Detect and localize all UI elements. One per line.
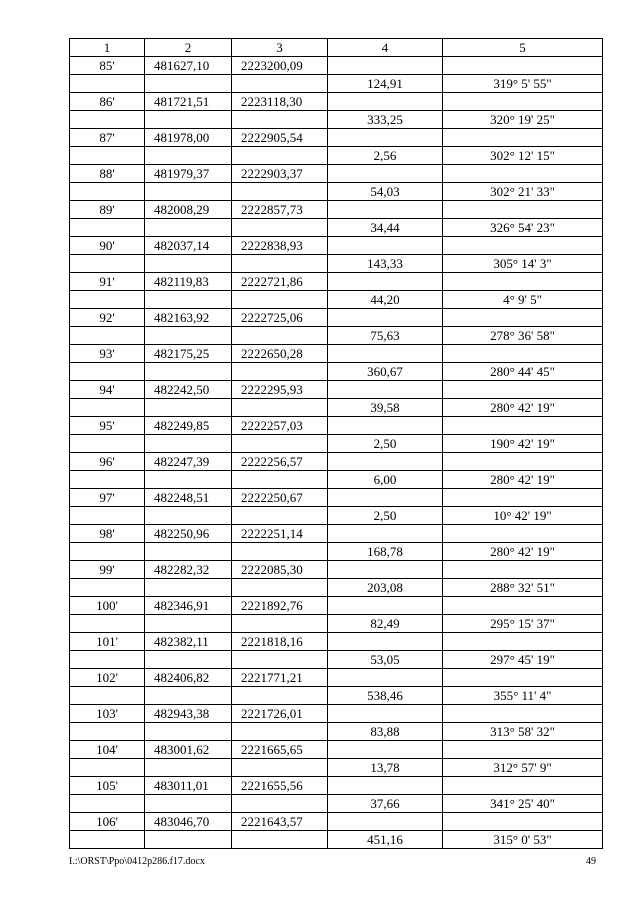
table-row bbox=[70, 723, 603, 741]
table-cell: 102' bbox=[70, 669, 145, 687]
table-cell bbox=[232, 327, 328, 345]
table-row bbox=[70, 561, 603, 579]
table-cell: 82,49 bbox=[328, 615, 443, 633]
table-cell bbox=[145, 291, 232, 309]
table-cell bbox=[232, 579, 328, 597]
table-cell bbox=[328, 309, 443, 327]
column-header-4: 4 bbox=[328, 39, 443, 57]
table-cell: 483001,62 bbox=[145, 741, 232, 759]
table-cell: 94' bbox=[70, 381, 145, 399]
table-cell: 2221643,57 bbox=[232, 813, 328, 831]
table-cell bbox=[70, 183, 145, 201]
table-cell: 481979,37 bbox=[145, 165, 232, 183]
table-cell: 482037,14 bbox=[145, 237, 232, 255]
table-cell: 538,46 bbox=[328, 687, 443, 705]
table-cell: 320° 19' 25" bbox=[443, 111, 603, 129]
table-cell: 280° 42' 19" bbox=[443, 471, 603, 489]
table-cell: 75,63 bbox=[328, 327, 443, 345]
table-cell: 2,50 bbox=[328, 507, 443, 525]
table-cell bbox=[443, 237, 603, 255]
table-row bbox=[70, 579, 603, 597]
table-cell: 319° 5' 55" bbox=[443, 75, 603, 93]
table-row bbox=[70, 651, 603, 669]
table-cell bbox=[232, 543, 328, 561]
table-cell: 302° 21' 33" bbox=[443, 183, 603, 201]
table-cell bbox=[70, 363, 145, 381]
table-cell bbox=[145, 471, 232, 489]
table-cell bbox=[70, 111, 145, 129]
table-cell: 312° 57' 9" bbox=[443, 759, 603, 777]
coordinates-table bbox=[69, 38, 603, 849]
table-cell bbox=[328, 201, 443, 219]
table-cell: 2222721,86 bbox=[232, 273, 328, 291]
table-cell bbox=[232, 471, 328, 489]
table-cell: 37,66 bbox=[328, 795, 443, 813]
table-cell bbox=[145, 759, 232, 777]
table-row bbox=[70, 183, 603, 201]
table-cell bbox=[232, 831, 328, 849]
table-cell: 482406,82 bbox=[145, 669, 232, 687]
table-cell bbox=[70, 471, 145, 489]
table-cell: 6,00 bbox=[328, 471, 443, 489]
table-cell bbox=[232, 399, 328, 417]
table-cell bbox=[443, 345, 603, 363]
table-cell: 2221771,21 bbox=[232, 669, 328, 687]
table-cell: 451,16 bbox=[328, 831, 443, 849]
table-cell: 482163,92 bbox=[145, 309, 232, 327]
table-cell: 89' bbox=[70, 201, 145, 219]
column-header-3: 3 bbox=[232, 39, 328, 57]
table-cell bbox=[328, 705, 443, 723]
table-row bbox=[70, 471, 603, 489]
table-cell bbox=[443, 57, 603, 75]
table-row bbox=[70, 93, 603, 111]
table-cell bbox=[70, 147, 145, 165]
table-cell: 481721,51 bbox=[145, 93, 232, 111]
table-cell bbox=[443, 633, 603, 651]
table-cell bbox=[145, 75, 232, 93]
table-row bbox=[70, 111, 603, 129]
table-cell bbox=[70, 255, 145, 273]
table-row bbox=[70, 255, 603, 273]
table-cell bbox=[70, 327, 145, 345]
table-row bbox=[70, 57, 603, 75]
table-row bbox=[70, 741, 603, 759]
table-row bbox=[70, 201, 603, 219]
table-cell: 54,03 bbox=[328, 183, 443, 201]
table-cell: 190° 42' 19" bbox=[443, 435, 603, 453]
table-row bbox=[70, 327, 603, 345]
table-cell: 2221726,01 bbox=[232, 705, 328, 723]
table-cell bbox=[328, 417, 443, 435]
table-row bbox=[70, 381, 603, 399]
table-cell bbox=[232, 147, 328, 165]
table-cell bbox=[328, 777, 443, 795]
column-header-2: 2 bbox=[145, 39, 232, 57]
table-cell: 482282,32 bbox=[145, 561, 232, 579]
table-cell: 482382,11 bbox=[145, 633, 232, 651]
table-cell: 2223200,09 bbox=[232, 57, 328, 75]
page-number: 49 bbox=[586, 856, 596, 867]
table-cell bbox=[70, 795, 145, 813]
table-cell bbox=[70, 543, 145, 561]
table-row bbox=[70, 219, 603, 237]
table-cell: 93' bbox=[70, 345, 145, 363]
table-cell: 2,50 bbox=[328, 435, 443, 453]
table-cell bbox=[328, 561, 443, 579]
table-cell: 2222250,67 bbox=[232, 489, 328, 507]
table-cell bbox=[328, 525, 443, 543]
table-cell: 13,78 bbox=[328, 759, 443, 777]
table-row bbox=[70, 345, 603, 363]
table-cell bbox=[145, 147, 232, 165]
table-cell: 2221665,65 bbox=[232, 741, 328, 759]
table-cell bbox=[145, 111, 232, 129]
table-cell: 106' bbox=[70, 813, 145, 831]
table-cell bbox=[443, 129, 603, 147]
table-cell bbox=[443, 381, 603, 399]
table-cell: 315° 0' 53" bbox=[443, 831, 603, 849]
table-cell: 143,33 bbox=[328, 255, 443, 273]
table-cell: 483011,01 bbox=[145, 777, 232, 795]
table-cell bbox=[70, 219, 145, 237]
table-cell: 280° 42' 19" bbox=[443, 399, 603, 417]
table-cell: 86' bbox=[70, 93, 145, 111]
table-row bbox=[70, 399, 603, 417]
table-row bbox=[70, 291, 603, 309]
table-cell bbox=[443, 489, 603, 507]
table-row bbox=[70, 363, 603, 381]
table-cell: 278° 36' 58" bbox=[443, 327, 603, 345]
table-cell bbox=[443, 813, 603, 831]
table-row bbox=[70, 687, 603, 705]
table-cell: 360,67 bbox=[328, 363, 443, 381]
table-row bbox=[70, 777, 603, 795]
table-cell bbox=[328, 381, 443, 399]
table-cell bbox=[443, 561, 603, 579]
table-cell: 2222295,93 bbox=[232, 381, 328, 399]
table-cell: 280° 44' 45" bbox=[443, 363, 603, 381]
table-cell bbox=[443, 777, 603, 795]
table-row bbox=[70, 759, 603, 777]
table-cell bbox=[70, 831, 145, 849]
table-cell: 2222085,30 bbox=[232, 561, 328, 579]
table-cell bbox=[443, 453, 603, 471]
column-header-5: 5 bbox=[443, 39, 603, 57]
table-row bbox=[70, 453, 603, 471]
table-cell bbox=[443, 705, 603, 723]
table-cell: 10° 42' 19" bbox=[443, 507, 603, 525]
table-cell bbox=[328, 57, 443, 75]
table-cell: 91' bbox=[70, 273, 145, 291]
table-cell: 4° 9' 5" bbox=[443, 291, 603, 309]
table-row bbox=[70, 75, 603, 93]
table-cell: 481978,00 bbox=[145, 129, 232, 147]
table-cell: 2222905,54 bbox=[232, 129, 328, 147]
table-cell: 34,44 bbox=[328, 219, 443, 237]
table-cell: 2222257,03 bbox=[232, 417, 328, 435]
table-cell: 326° 54' 23" bbox=[443, 219, 603, 237]
table-cell bbox=[443, 165, 603, 183]
table-cell: 99' bbox=[70, 561, 145, 579]
table-cell: 481627,10 bbox=[145, 57, 232, 75]
table-cell bbox=[145, 435, 232, 453]
table-cell: 305° 14' 3" bbox=[443, 255, 603, 273]
table-cell bbox=[328, 453, 443, 471]
table-cell: 482242,50 bbox=[145, 381, 232, 399]
table-cell bbox=[232, 255, 328, 273]
table-row bbox=[70, 165, 603, 183]
table-cell: 104' bbox=[70, 741, 145, 759]
table-cell: 341° 25' 40" bbox=[443, 795, 603, 813]
table-row bbox=[70, 435, 603, 453]
table-cell: 90' bbox=[70, 237, 145, 255]
table-row bbox=[70, 705, 603, 723]
table-cell: 97' bbox=[70, 489, 145, 507]
table-cell bbox=[328, 741, 443, 759]
table-cell: 2222725,06 bbox=[232, 309, 328, 327]
table-cell: 168,78 bbox=[328, 543, 443, 561]
table-cell bbox=[443, 741, 603, 759]
table-cell: 88' bbox=[70, 165, 145, 183]
table-cell: 355° 11' 4" bbox=[443, 687, 603, 705]
table-cell: 2221818,16 bbox=[232, 633, 328, 651]
table-cell: 482943,38 bbox=[145, 705, 232, 723]
table-cell bbox=[145, 183, 232, 201]
table-cell: 482119,83 bbox=[145, 273, 232, 291]
table-cell bbox=[70, 507, 145, 525]
table-row bbox=[70, 669, 603, 687]
table-cell bbox=[145, 795, 232, 813]
table-row bbox=[70, 543, 603, 561]
table-cell bbox=[328, 813, 443, 831]
table-cell: 482247,39 bbox=[145, 453, 232, 471]
table-cell bbox=[145, 651, 232, 669]
table-cell: 482175,25 bbox=[145, 345, 232, 363]
table-cell bbox=[145, 831, 232, 849]
table-cell: 39,58 bbox=[328, 399, 443, 417]
table-cell: 2222650,28 bbox=[232, 345, 328, 363]
table-cell bbox=[232, 183, 328, 201]
table-cell bbox=[145, 687, 232, 705]
table-cell bbox=[328, 93, 443, 111]
table-cell bbox=[232, 507, 328, 525]
table-row bbox=[70, 525, 603, 543]
table-cell bbox=[328, 165, 443, 183]
table-cell: 2222857,73 bbox=[232, 201, 328, 219]
table-cell bbox=[328, 669, 443, 687]
table-header-row bbox=[70, 39, 603, 57]
table-cell: 53,05 bbox=[328, 651, 443, 669]
table-cell bbox=[232, 435, 328, 453]
table-cell bbox=[70, 759, 145, 777]
table-cell bbox=[328, 129, 443, 147]
table-cell bbox=[145, 255, 232, 273]
table-cell: 83,88 bbox=[328, 723, 443, 741]
footer-file-path: I.:\ORST\Ppo\0412p286.f17.docx bbox=[69, 856, 205, 867]
table-cell: 482249,85 bbox=[145, 417, 232, 435]
table-cell: 482248,51 bbox=[145, 489, 232, 507]
table-cell: 101' bbox=[70, 633, 145, 651]
table-cell bbox=[328, 273, 443, 291]
table-cell bbox=[443, 273, 603, 291]
table-cell: 203,08 bbox=[328, 579, 443, 597]
table-cell: 44,20 bbox=[328, 291, 443, 309]
table-cell bbox=[145, 543, 232, 561]
table-cell: 85' bbox=[70, 57, 145, 75]
table-cell: 96' bbox=[70, 453, 145, 471]
column-header-1: 1 bbox=[70, 39, 145, 57]
table-cell bbox=[328, 237, 443, 255]
table-cell bbox=[70, 651, 145, 669]
table-row bbox=[70, 129, 603, 147]
table-cell bbox=[443, 309, 603, 327]
table-body bbox=[70, 57, 603, 849]
table-cell: 483046,70 bbox=[145, 813, 232, 831]
table-cell bbox=[70, 75, 145, 93]
table-cell: 2,56 bbox=[328, 147, 443, 165]
table-cell bbox=[70, 291, 145, 309]
table-cell: 100' bbox=[70, 597, 145, 615]
table-cell bbox=[232, 687, 328, 705]
table-cell bbox=[145, 507, 232, 525]
table-row bbox=[70, 795, 603, 813]
table-row bbox=[70, 831, 603, 849]
table-cell bbox=[443, 669, 603, 687]
table-cell: 295° 15' 37" bbox=[443, 615, 603, 633]
table-cell: 2221892,76 bbox=[232, 597, 328, 615]
table-cell bbox=[232, 759, 328, 777]
table-cell: 280° 42' 19" bbox=[443, 543, 603, 561]
table-cell: 87' bbox=[70, 129, 145, 147]
table-cell bbox=[145, 615, 232, 633]
table-cell: 124,91 bbox=[328, 75, 443, 93]
table-cell bbox=[70, 435, 145, 453]
table-row bbox=[70, 273, 603, 291]
table-cell: 302° 12' 15" bbox=[443, 147, 603, 165]
table-cell bbox=[232, 111, 328, 129]
table-cell bbox=[232, 75, 328, 93]
table-row bbox=[70, 597, 603, 615]
table-cell bbox=[443, 201, 603, 219]
table-cell bbox=[145, 723, 232, 741]
table-cell: 2222903,37 bbox=[232, 165, 328, 183]
table-cell bbox=[232, 651, 328, 669]
table-cell: 2221655,56 bbox=[232, 777, 328, 795]
table-cell bbox=[443, 525, 603, 543]
table-row bbox=[70, 813, 603, 831]
table-row bbox=[70, 237, 603, 255]
table-row bbox=[70, 507, 603, 525]
table-cell bbox=[145, 579, 232, 597]
table-cell bbox=[70, 399, 145, 417]
table-cell: 92' bbox=[70, 309, 145, 327]
table-cell bbox=[232, 723, 328, 741]
table-cell bbox=[328, 345, 443, 363]
table-cell: 95' bbox=[70, 417, 145, 435]
table-cell: 482008,29 bbox=[145, 201, 232, 219]
table-cell bbox=[70, 723, 145, 741]
table-cell bbox=[232, 219, 328, 237]
table-cell: 2222251,14 bbox=[232, 525, 328, 543]
table-row bbox=[70, 147, 603, 165]
table-row bbox=[70, 417, 603, 435]
table-cell: 482346,91 bbox=[145, 597, 232, 615]
table-cell bbox=[443, 93, 603, 111]
table-cell: 2222838,93 bbox=[232, 237, 328, 255]
table-cell bbox=[328, 597, 443, 615]
table-cell: 313° 58' 32" bbox=[443, 723, 603, 741]
table-cell: 288° 32' 51" bbox=[443, 579, 603, 597]
table-cell: 297° 45' 19" bbox=[443, 651, 603, 669]
table-cell bbox=[145, 327, 232, 345]
table-cell bbox=[70, 687, 145, 705]
table-cell: 2222256,57 bbox=[232, 453, 328, 471]
table-row bbox=[70, 615, 603, 633]
table-cell bbox=[328, 633, 443, 651]
table-cell bbox=[232, 615, 328, 633]
table-row bbox=[70, 489, 603, 507]
table-cell bbox=[232, 363, 328, 381]
table-cell bbox=[70, 615, 145, 633]
table-row bbox=[70, 309, 603, 327]
table-cell bbox=[232, 795, 328, 813]
table-cell bbox=[443, 597, 603, 615]
table-cell: 98' bbox=[70, 525, 145, 543]
table-cell bbox=[145, 219, 232, 237]
table-cell: 103' bbox=[70, 705, 145, 723]
table-cell: 333,25 bbox=[328, 111, 443, 129]
table-cell bbox=[328, 489, 443, 507]
table-row bbox=[70, 633, 603, 651]
table-cell: 105' bbox=[70, 777, 145, 795]
table-cell bbox=[70, 579, 145, 597]
table-cell: 482250,96 bbox=[145, 525, 232, 543]
table-cell bbox=[145, 363, 232, 381]
table-cell: 2223118,30 bbox=[232, 93, 328, 111]
table-cell bbox=[443, 417, 603, 435]
table-cell bbox=[232, 291, 328, 309]
table-cell bbox=[145, 399, 232, 417]
